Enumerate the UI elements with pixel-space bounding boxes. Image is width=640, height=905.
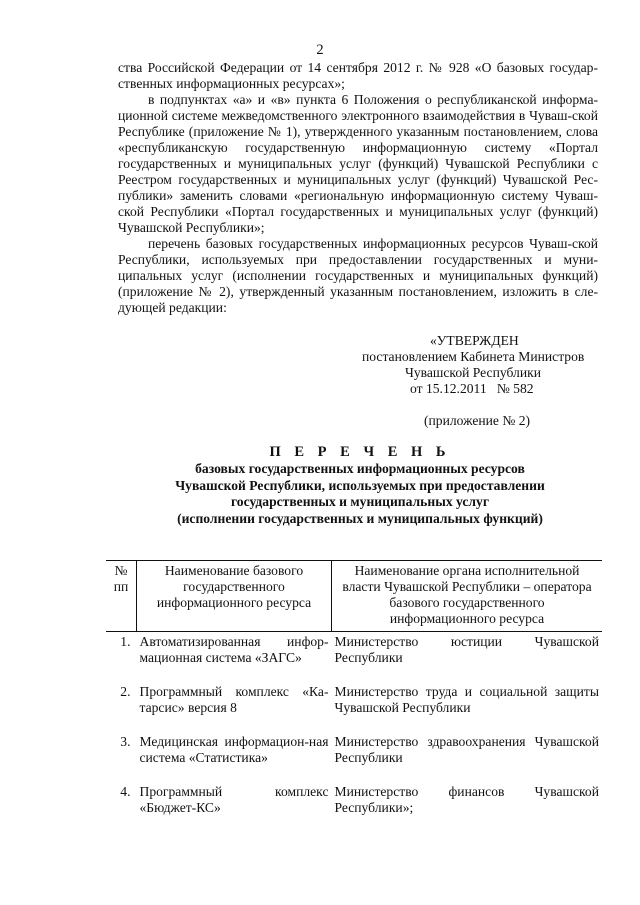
row-resource: Автоматизированная инфор-мационная система «ЗАГС» [139, 634, 329, 665]
approval-line-region: Чувашской Республики [405, 365, 541, 380]
row-number: 4. [120, 784, 131, 799]
page-number: 2 [316, 42, 324, 58]
body-text [118, 60, 598, 316]
resources-table [106, 560, 602, 832]
row-resource: Программный комплекс «Бюджет-КС» [139, 784, 329, 815]
table-row [106, 682, 602, 732]
approval-line-body: постановлением Кабинета Министров [362, 349, 585, 364]
row-operator: Министерство финансов Чувашской Республики»; [334, 784, 599, 815]
document-title [100, 443, 620, 527]
row-operator: Министерство юстиции Чувашской Республики [334, 634, 599, 665]
table-header-row [106, 561, 602, 632]
table-row [106, 632, 602, 683]
paragraph-amendment-list: перечень базовых государственных информационных ресурсов Чуваш-ской Республики, используемых при предоставлении государственных и муни-ципальных услуг (исполнении государственных и муниципальных функций) (приложение № 2), утвержденный указанным постановлением, изложить в сле-дующей редакции: [118, 236, 598, 315]
row-operator: Министерство труда и социальной защиты Чувашской Республики [334, 684, 599, 715]
header-number: № пп [106, 561, 137, 632]
title-line: базовых государственных информационных ресурсов [195, 461, 525, 476]
row-number: 3. [120, 734, 131, 749]
row-operator: Министерство здравоохранения Чувашской Республики [334, 734, 599, 765]
approval-line-date: от 15.12.2011 № 582 [410, 381, 534, 396]
approval-stamp [362, 333, 602, 397]
row-resource: Программный комплекс «Ка-тарсис» версия 8 [139, 684, 329, 715]
title-line: государственных и муниципальных услуг [230, 494, 490, 509]
row-number: 2. [120, 684, 131, 699]
table-row [106, 732, 602, 782]
title-line: (исполнении государственных и муниципальных функций) [177, 510, 543, 526]
header-resource: Наименование базового государственного информационного ресурса [137, 561, 332, 632]
title-heading: П Е Р Е Ч Е Н Ь [269, 444, 451, 460]
paragraph-continuation: ства Российской Федерации от 14 сентября 2012 г. № 928 «О базовых государ-ственных информационных ресурсах»; [118, 60, 598, 91]
paragraph-amendment-subpoints: в подпунктах «а» и «в» пункта 6 Положения о республиканской информа-ционной системе межведомственного электронного взаимодействия в Чуваш-ской Республике (приложение № 1), утвержденного указанным постановлением, слова «республиканскую государственную информационную систему «Портал государственных и муниципальных услуг (функций) Чувашской Республики с Реестром государственных и муниципальных услуг (функций) Чувашской Рес-публики» заменить словами «региональную информационную систему Чуваш-ской Республики «Портал государственных и муниципальных услуг (функций) Чувашской Республики»; [118, 92, 598, 235]
row-resource: Медицинская информацион-ная система «Статистика» [139, 734, 329, 765]
header-operator: Наименование органа исполнительной власти Чувашской Республики – оператора базового государственного информационного ресурса [332, 561, 603, 632]
table-row [106, 782, 602, 832]
approval-line-approved: «УТВЕРЖДЕН [430, 333, 519, 348]
row-number: 1. [120, 634, 131, 649]
title-line: Чувашской Республики, используемых при предоставлении [175, 477, 545, 493]
appendix-label: (приложение № 2) [424, 413, 531, 428]
